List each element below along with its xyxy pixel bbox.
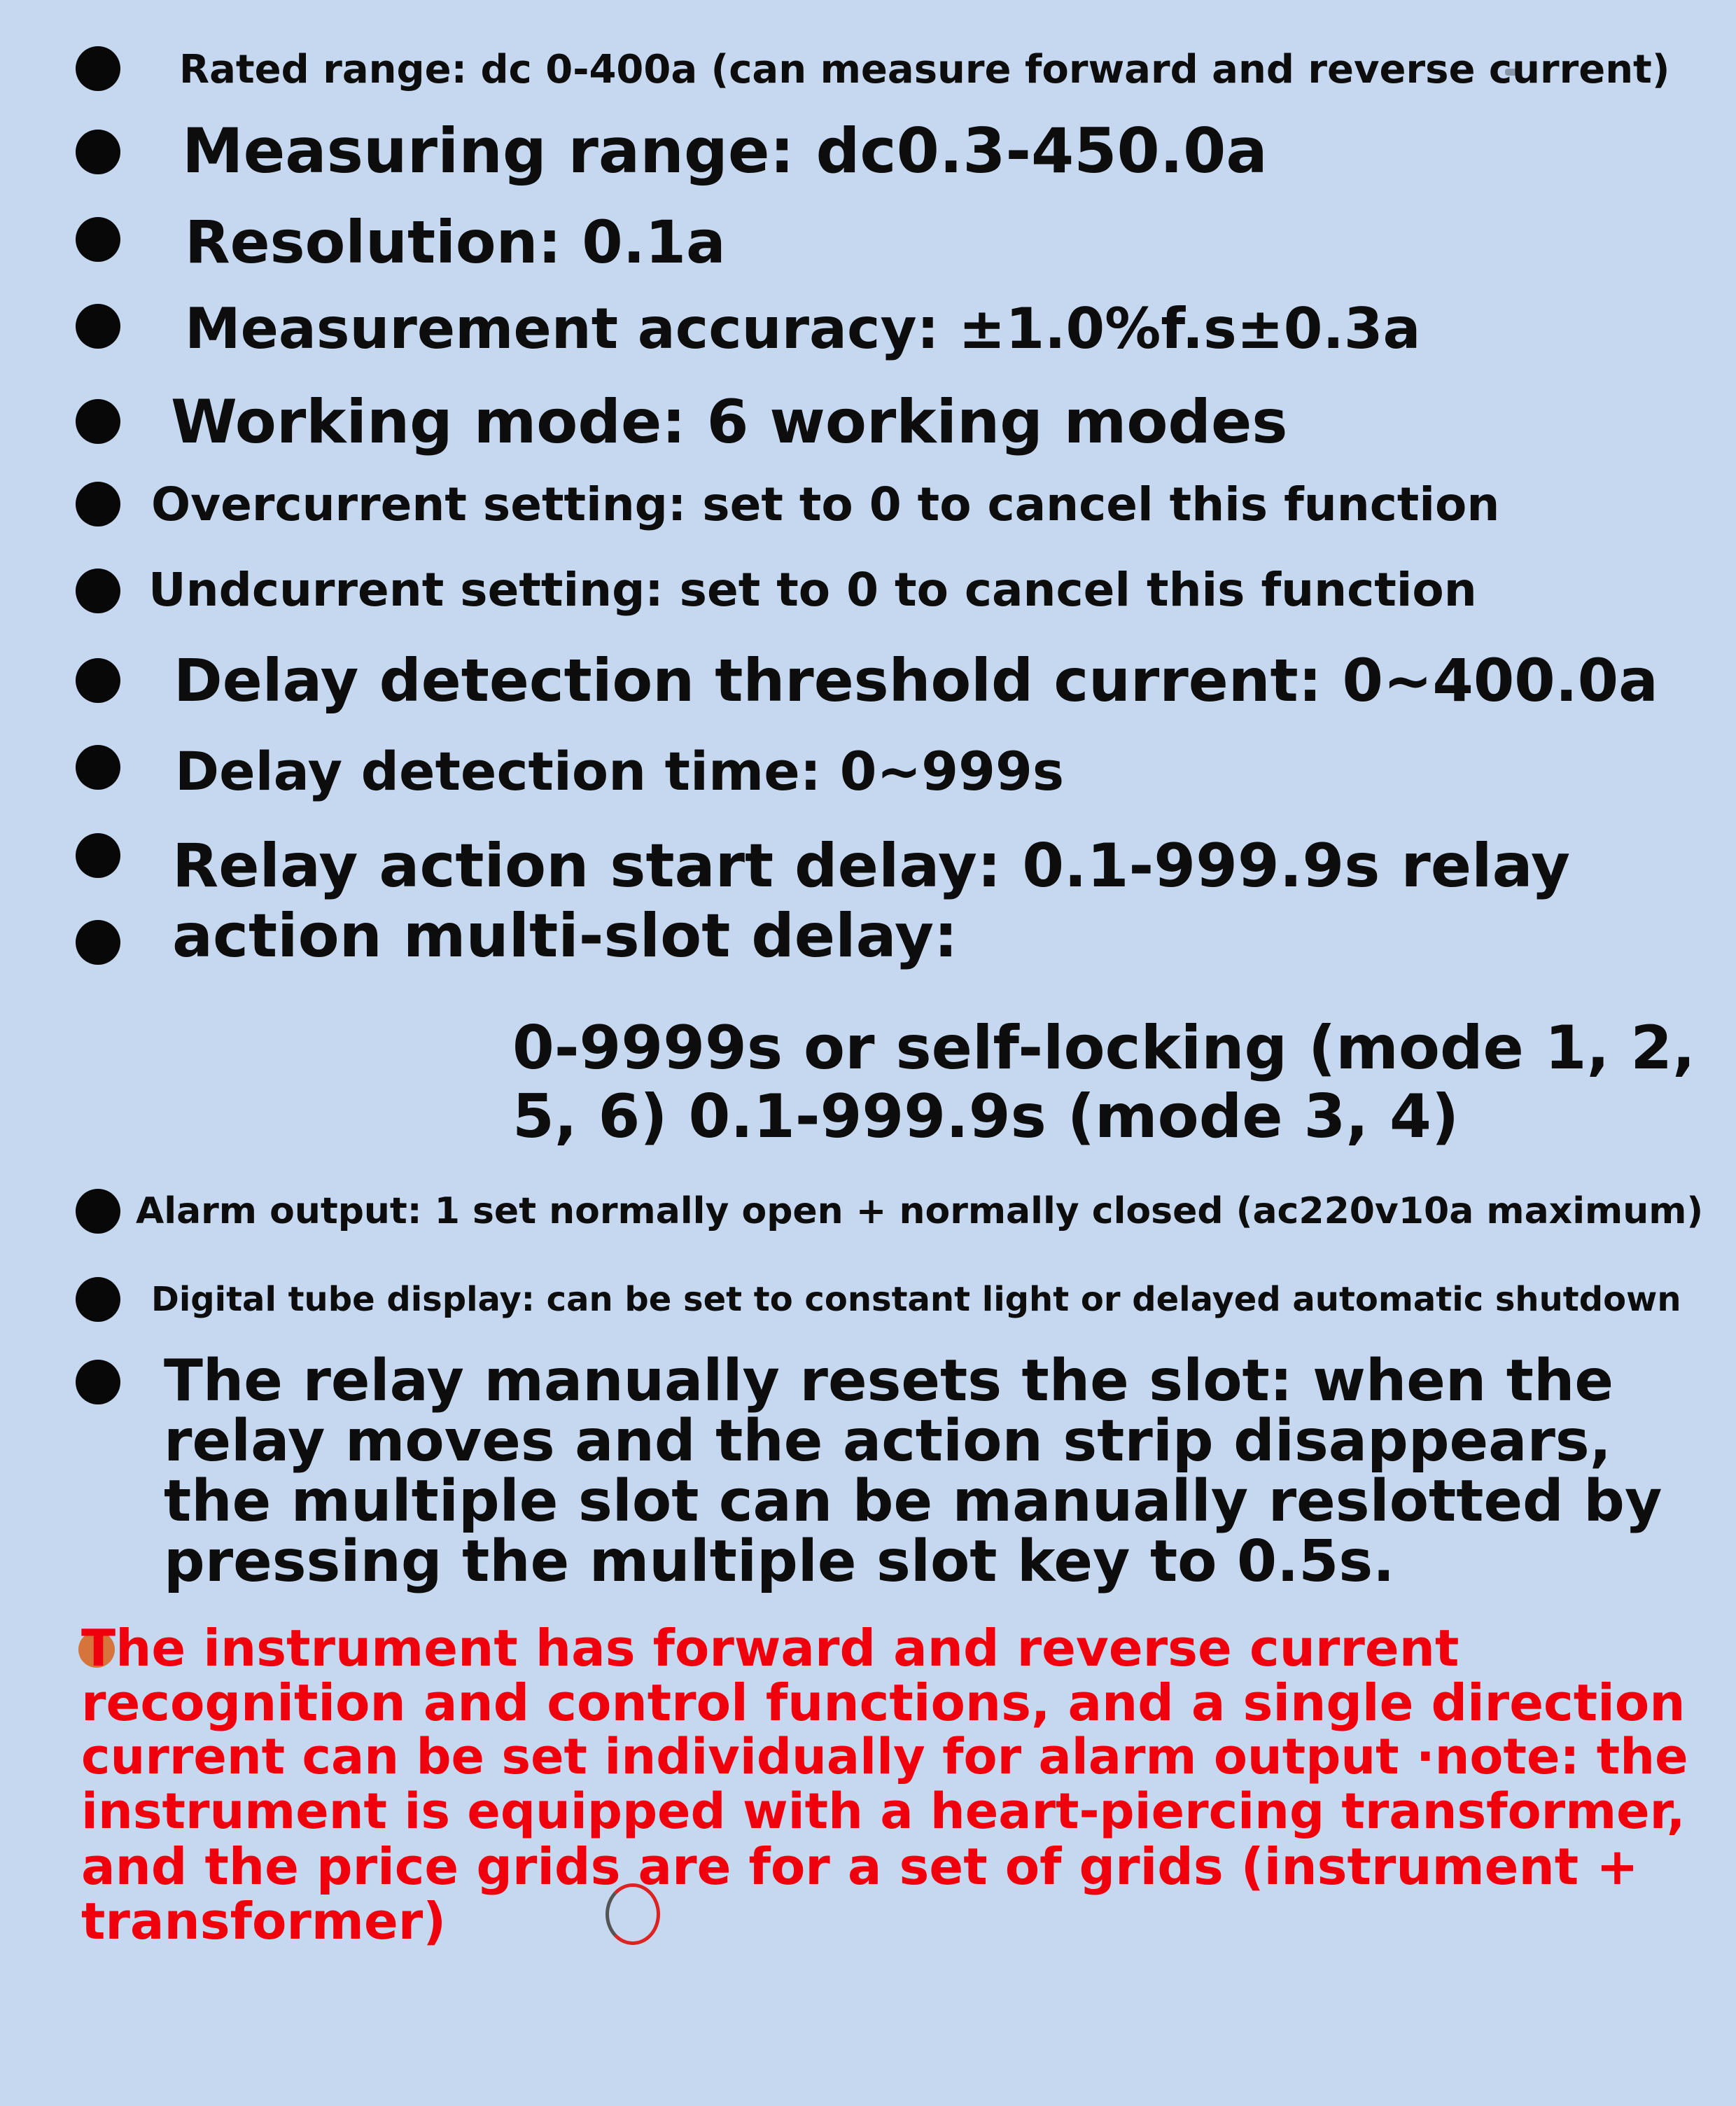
spec-digital-display: Digital tube display: can be set to constant light or delayed automatic shutdown <box>151 1280 1681 1319</box>
bullet-icon <box>76 399 120 444</box>
bullet-icon <box>76 304 120 349</box>
bullet-icon <box>76 1360 120 1404</box>
spec-delay-threshold: Delay detection threshold current: 0~400.0a <box>174 646 1658 715</box>
bullet-icon <box>76 920 120 965</box>
note-line-5: and the price grids are for a set of grids (instrument + <box>81 1837 1639 1896</box>
spec-rated-range: Rated range: dc 0-400a (can measure forward and reverse current) <box>179 47 1670 92</box>
spec-relay-start-delay: Relay action start delay: 0.1-999.9s relay <box>172 831 1571 901</box>
spec-delay-time: Delay detection time: 0~999s <box>175 740 1065 802</box>
note-line-2: recognition and control functions, and a single direction <box>81 1673 1686 1732</box>
bullet-icon <box>76 482 120 526</box>
spec-multi-slot-delay: action multi-slot delay: <box>172 901 958 971</box>
spec-working-mode: Working mode: 6 working modes <box>171 387 1288 457</box>
spec-accuracy: Measurement accuracy: ±1.0%f.s±0.3a <box>185 296 1421 361</box>
note-line-4: instrument is equipped with a heart-piercing transformer, <box>81 1783 1686 1840</box>
spec-resolution: Resolution: 0.1a <box>185 208 726 277</box>
circle-mark-icon <box>606 1883 660 1945</box>
bullet-icon <box>76 833 120 878</box>
relay-reset-line-4: pressing the multiple slot key to 0.5s. <box>164 1528 1395 1595</box>
bullet-icon <box>76 217 120 262</box>
spec-alarm-output: Alarm output: 1 set normally open + normally closed (ac220v10a maximum) <box>136 1190 1704 1232</box>
bullet-icon <box>76 569 120 613</box>
note-line-6: transformer) <box>81 1892 447 1951</box>
spec-measuring-range: Measuring range: dc0.3-450.0a <box>182 115 1268 187</box>
bullet-icon <box>76 130 120 174</box>
spec-overcurrent: Overcurrent setting: set to 0 to cancel this function <box>151 477 1500 531</box>
note-line-3: current can be set individually for alarm output ·note: the <box>81 1728 1688 1785</box>
bullet-icon <box>76 745 120 790</box>
delay-values-line-1: 0-9999s or self-locking (mode 1, 2, <box>512 1013 1695 1083</box>
bullet-icon <box>76 1189 120 1234</box>
bullet-icon <box>76 658 120 703</box>
note-line-1: The instrument has forward and reverse current <box>81 1619 1460 1678</box>
relay-reset-line-2: relay moves and the action strip disappears, <box>164 1408 1611 1474</box>
relay-reset-line-3: the multiple slot can be manually reslotted by <box>164 1468 1662 1535</box>
bullet-icon <box>76 46 120 91</box>
relay-reset-line-1: The relay manually resets the slot: when the <box>164 1348 1614 1414</box>
spec-undercurrent: Undcurrent setting: set to 0 to cancel this function <box>148 563 1477 617</box>
delay-values-line-2: 5, 6) 0.1-999.9s (mode 3, 4) <box>512 1082 1460 1152</box>
bullet-icon <box>76 1277 120 1322</box>
